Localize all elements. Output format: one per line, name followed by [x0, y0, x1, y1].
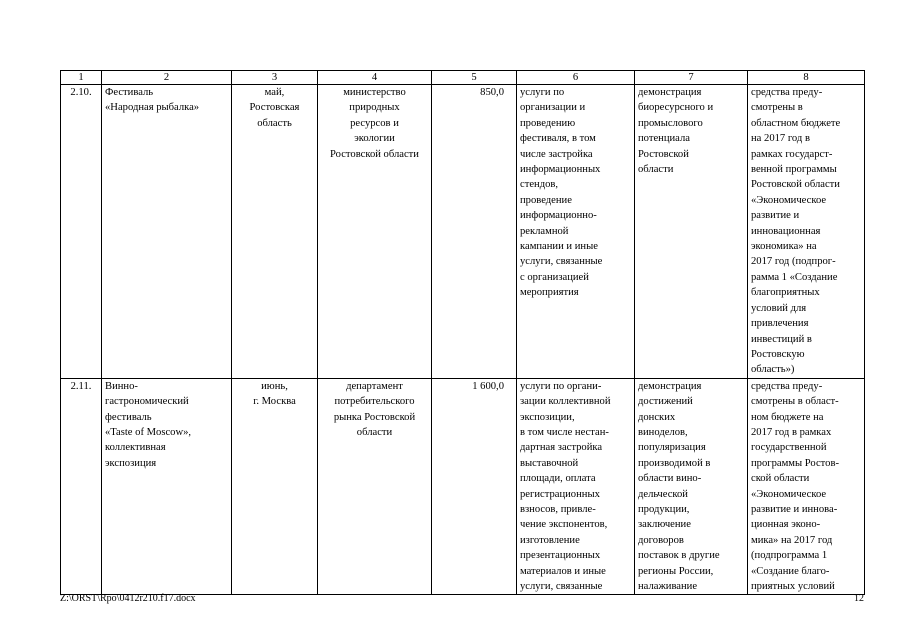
event-amount: 850,0: [432, 85, 517, 379]
column-number-header: 4: [318, 71, 432, 85]
event-funding: средства преду- смотрены в област- ном бюджете на 2017 год в рамках государственной программы Ростов- ской области «Экономическое развитие и иннова- ционная эконо- мика» на 2017 год (подпрограмма 1 «Создание благо- приятных условий: [748, 378, 865, 595]
event-amount: 1 600,0: [432, 378, 517, 595]
column-number-header: 8: [748, 71, 865, 85]
column-number-header: 2: [102, 71, 232, 85]
events-table: [60, 70, 865, 595]
event-services: услуги по органи- зации коллективной экспозиции, в том числе нестан- дартная застройка выставочной площади, оплата регистрационных взносов, привле- чение экспонентов, изготовление презентационных материалов и иные услуги, связанные: [517, 378, 635, 595]
table-row: [61, 85, 865, 379]
event-services: услуги по организации и проведению фестиваля, в том числе застройка информационных стендов, проведение информационно- рекламной кампании и иные услуги, связанные с организацией мероприятия: [517, 85, 635, 379]
column-number-header: 7: [635, 71, 748, 85]
column-number-header: 1: [61, 71, 102, 85]
event-name: Фестиваль «Народная рыбалка»: [102, 85, 232, 379]
column-number-header: 5: [432, 71, 517, 85]
event-name: Винно- гастрономический фестиваль «Taste of Moscow», коллективная экспозиция: [102, 378, 232, 595]
column-number-header: 3: [232, 71, 318, 85]
event-date-place: июнь, г. Москва: [232, 378, 318, 595]
event-organizer: министерство природных ресурсов и экологии Ростовской области: [318, 85, 432, 379]
event-funding: средства преду- смотрены в областном бюджете на 2017 год в рамках государст- венной программы Ростовской области «Экономическое развитие и инновационная экономика» на 2017 год (подпрог- рамма 1 «Создание благоприятных условий для привлечения инвестиций в Ростовскую область»): [748, 85, 865, 379]
footer-file-path: Z:\ORST\Rpo\0412r210.f17.docx: [60, 593, 196, 604]
row-number: 2.11.: [61, 378, 102, 595]
column-number-header: 6: [517, 71, 635, 85]
event-organizer: департамент потребительского рынка Ростовской области: [318, 378, 432, 595]
event-goals: демонстрация биоресурсного и промыслового потенциала Ростовской области: [635, 85, 748, 379]
event-date-place: май, Ростовская область: [232, 85, 318, 379]
footer-page-number: 12: [854, 593, 864, 604]
event-goals: демонстрация достижений донских виноделов, популяризация производимой в области вино- дельческой продукции, заключение договоров поставок в другие регионы России, налаживание: [635, 378, 748, 595]
row-number: 2.10.: [61, 85, 102, 379]
table-header-row: [61, 71, 865, 85]
table-row: [61, 378, 865, 595]
